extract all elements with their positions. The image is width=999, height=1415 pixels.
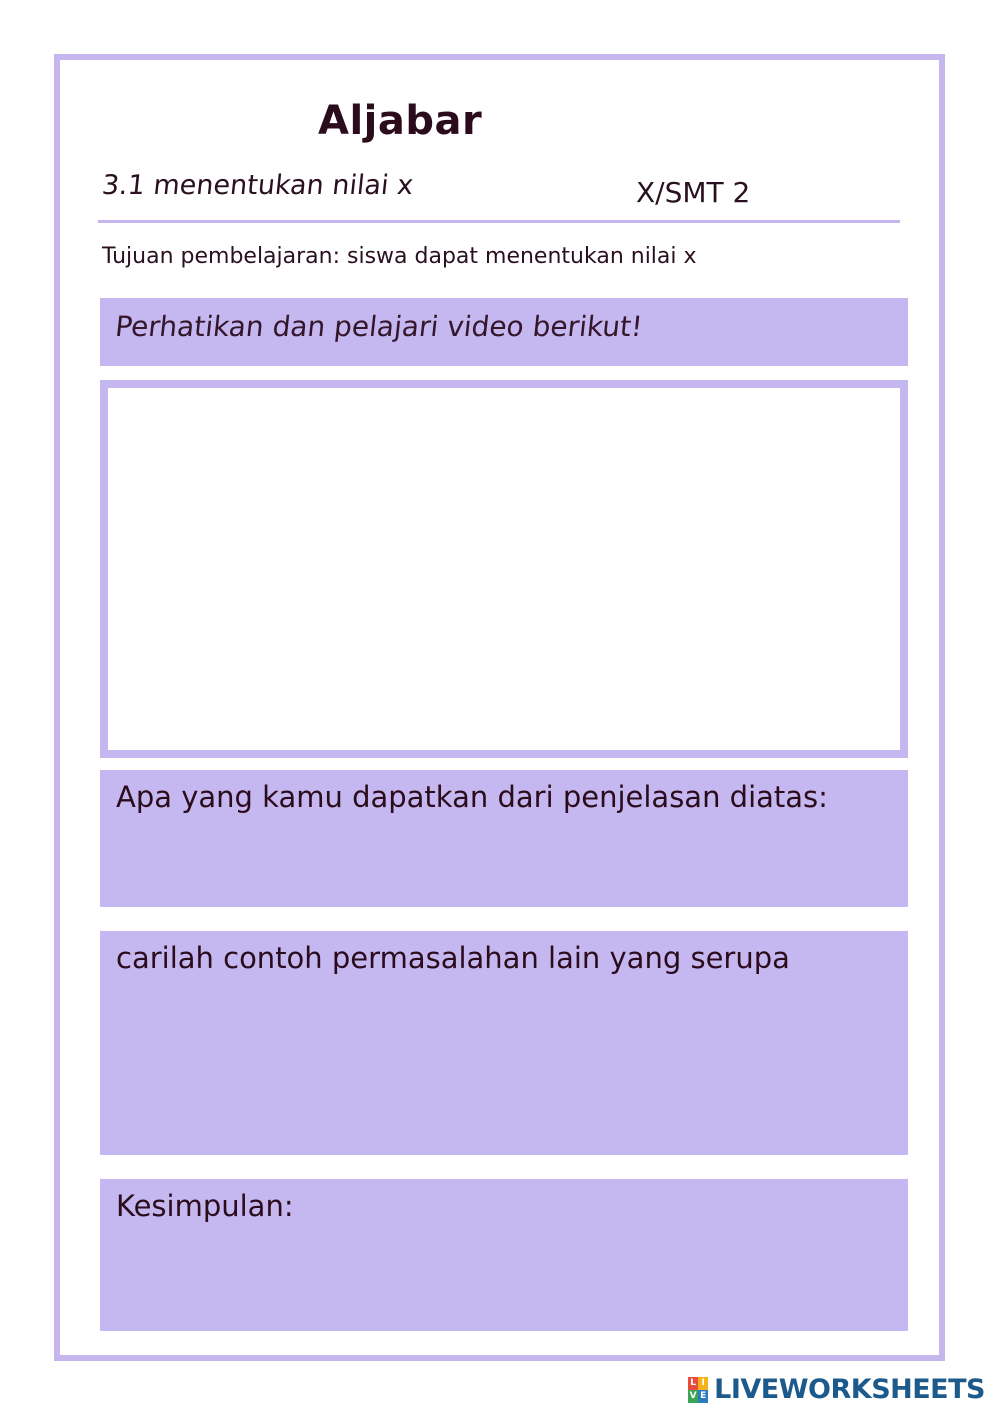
learning-objective: Tujuan pembelajaran: siswa dapat menentukan nilai x [102,244,697,269]
instruction-band [100,298,908,366]
question-1-text: Apa yang kamu dapatkan dari penjelasan diatas: [116,780,828,814]
watermark-text: LIVEWORKSHEETS [714,1374,985,1405]
answer-box-conclusion[interactable] [100,1179,908,1331]
instruction-text: Perhatikan dan pelajari video berikut! [113,310,645,343]
video-placeholder[interactable] [108,388,900,750]
subtopic-label: 3.1 menentukan nilai x [100,170,415,201]
class-semester-label: X/SMT 2 [636,176,751,209]
liveworksheets-logo-icon: L I V E [689,1377,707,1401]
question-2-text: carilah contoh permasalahan lain yang serupa [116,941,790,975]
conclusion-label: Kesimpulan: [116,1189,294,1223]
liveworksheets-watermark [688,1374,985,1405]
video-area[interactable] [100,380,908,758]
answer-box-understanding[interactable] [100,770,908,907]
answer-box-examples[interactable] [100,931,908,1155]
header-divider [98,220,900,223]
worksheet-title: Aljabar [318,98,483,144]
